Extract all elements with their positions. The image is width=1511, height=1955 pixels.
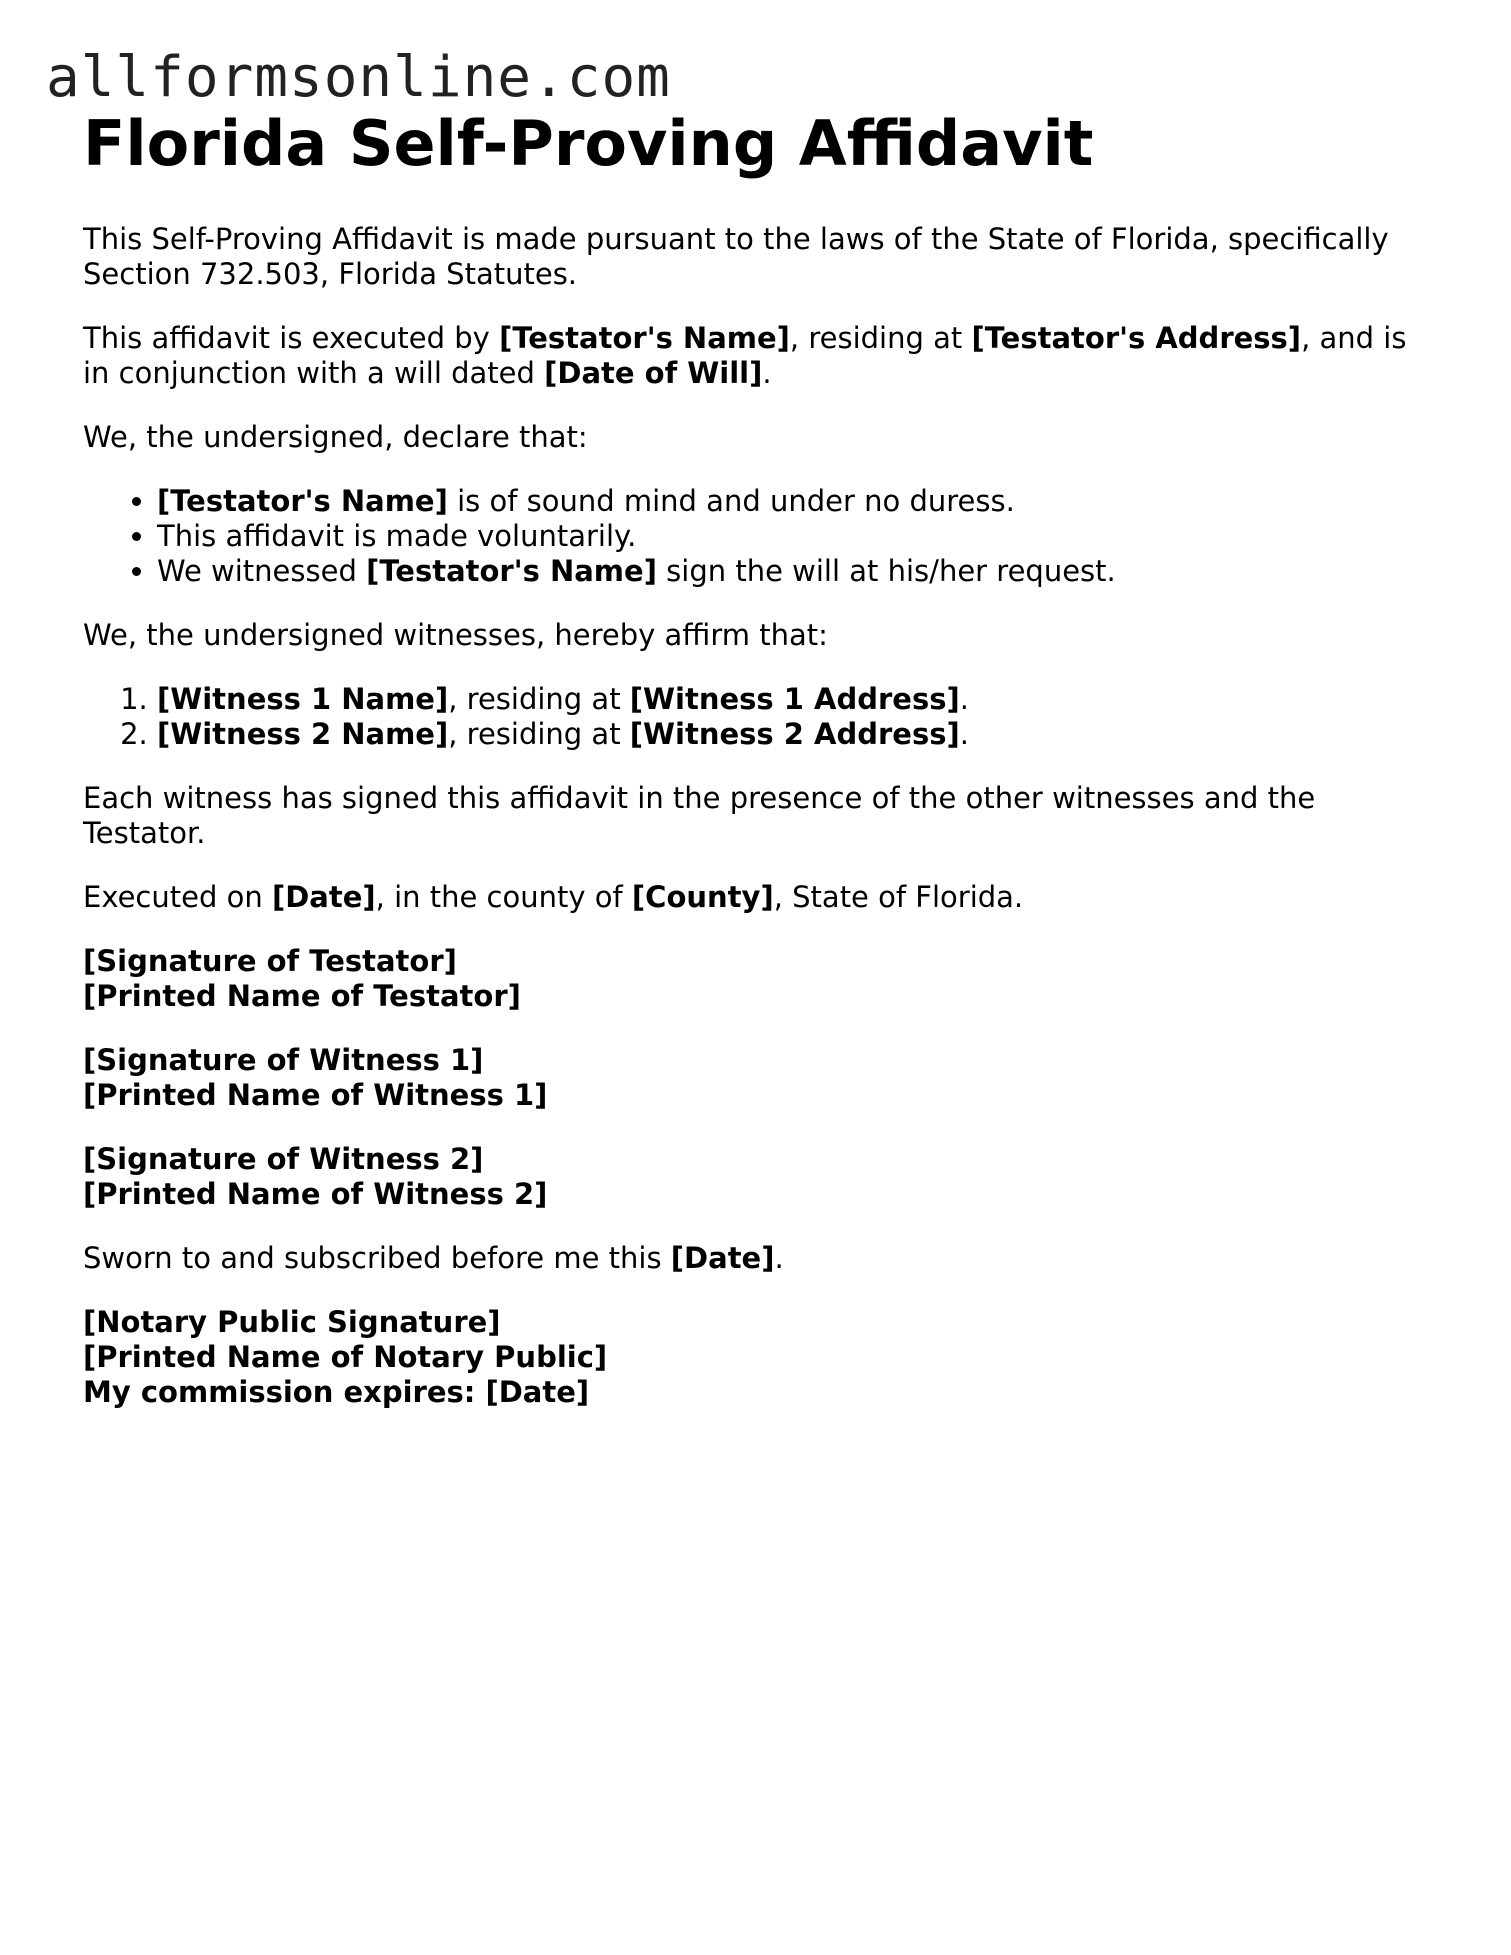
witness-item: [157, 717, 1423, 752]
declarations-list: [83, 484, 1423, 589]
notary-block: [83, 1305, 1423, 1410]
notary-printed-name-line: [Printed Name of Notary Public]: [83, 1340, 608, 1374]
declaration-item: [157, 554, 1423, 589]
executed-on-text-1: Executed on: [83, 880, 272, 914]
witness-text: , residing at: [448, 717, 630, 751]
witness-name-placeholder: [Witness 2 Name]: [157, 717, 449, 751]
testator-printed-name-line: [Printed Name of Testator]: [83, 979, 521, 1013]
witness-text: .: [959, 717, 969, 751]
intro-paragraph: This Self-Proving Affidavit is made pursuant to the laws of the State of Florida, specifically Section 732.503, Florida Statutes.: [83, 222, 1389, 291]
witness2-signature-line: [Signature of Witness 2]: [83, 1142, 484, 1176]
notary-signature-line: [Notary Public Signature]: [83, 1305, 501, 1339]
presence-paragraph: Each witness has signed this affidavit in the presence of the other witnesses and the Testator.: [83, 781, 1316, 850]
witness1-signature-line: [Signature of Witness 1]: [83, 1043, 484, 1077]
date-of-will-placeholder: [Date of Will]: [544, 356, 763, 390]
declaration-text: This affidavit is made voluntarily.: [157, 519, 637, 553]
site-watermark: allformsonline.com: [46, 45, 671, 110]
testator-name-placeholder: [Testator's Name]: [366, 554, 657, 588]
witness-name-placeholder: [Witness 1 Name]: [157, 682, 449, 716]
testator-name-placeholder: [Testator's Name]: [499, 321, 790, 355]
executed-text-1: This affidavit is executed by: [83, 321, 500, 355]
county-placeholder: [County]: [631, 880, 774, 914]
declare-heading: We, the undersigned, declare that:: [83, 420, 588, 454]
witness-text: , residing at: [448, 682, 630, 716]
executed-text-2: , residing at: [789, 321, 972, 355]
testator-signature-line: [Signature of Testator]: [83, 944, 457, 978]
executed-on-text-2: , in the county of: [375, 880, 632, 914]
testator-address-placeholder: [Testator's Address]: [971, 321, 1302, 355]
witness1-printed-name-line: [Printed Name of Witness 1]: [83, 1078, 548, 1112]
sworn-text-2: .: [774, 1241, 784, 1275]
declaration-text: is of sound mind and under no duress.: [447, 484, 1015, 518]
affirm-heading: We, the undersigned witnesses, hereby affirm that:: [83, 618, 828, 652]
sworn-paragraph: [83, 1241, 1423, 1276]
declaration-text: We witnessed: [157, 554, 367, 588]
document-body: [83, 104, 1423, 1439]
witness2-signature-block: [83, 1142, 1423, 1212]
witness-address-placeholder: [Witness 2 Address]: [629, 717, 960, 751]
testator-signature-block: [83, 944, 1423, 1014]
executed-on-text-3: , State of Florida.: [773, 880, 1024, 914]
executed-text-4: .: [762, 356, 772, 390]
witness2-printed-name-line: [Printed Name of Witness 2]: [83, 1177, 548, 1211]
declaration-item: [157, 484, 1423, 519]
date-placeholder: [Date]: [670, 1241, 775, 1275]
witness-address-placeholder: [Witness 1 Address]: [629, 682, 960, 716]
witness1-signature-block: [83, 1043, 1423, 1113]
executed-by-paragraph: [83, 321, 1423, 391]
witness-item: [157, 682, 1423, 717]
testator-name-placeholder: [Testator's Name]: [157, 484, 448, 518]
sworn-text-1: Sworn to and subscribed before me this: [83, 1241, 671, 1275]
executed-text-3: , and is in conjunction with a will dated: [83, 321, 1407, 390]
witness-text: .: [959, 682, 969, 716]
date-placeholder: [Date]: [271, 880, 376, 914]
executed-on-paragraph: [83, 880, 1423, 915]
witnesses-list: [83, 682, 1423, 752]
document-title: Florida Self-Proving Affidavit: [83, 107, 1094, 180]
notary-commission-line: My commission expires: [Date]: [83, 1375, 590, 1409]
declaration-text: sign the will at his/her request.: [656, 554, 1116, 588]
declaration-item: [157, 519, 1423, 554]
